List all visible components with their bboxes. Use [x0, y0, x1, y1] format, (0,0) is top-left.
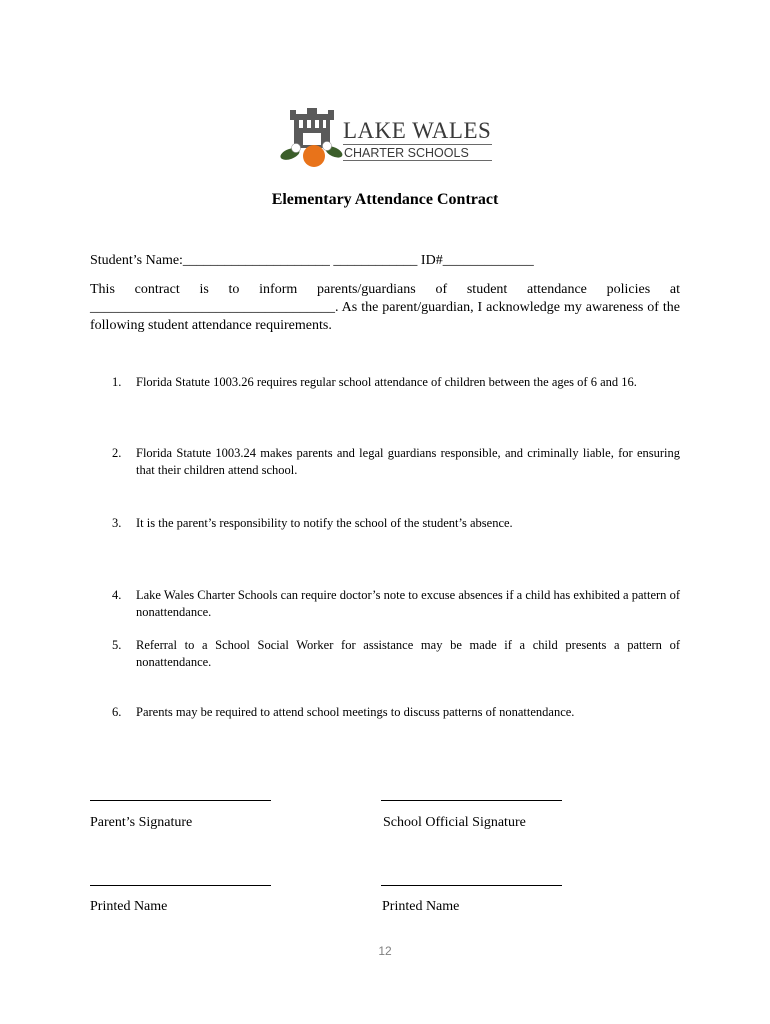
page-title: Elementary Attendance Contract [271, 191, 499, 208]
official-signature-line[interactable] [381, 800, 562, 801]
parent-signature-line[interactable] [90, 800, 271, 801]
list-item [112, 374, 680, 391]
list-item-number: 5. [112, 638, 122, 652]
logo-wordmark: LAKE WALES [343, 118, 492, 143]
list-item-number: 3. [112, 516, 122, 530]
official-signature-label: School Official Signature [383, 815, 526, 830]
parent-signature-label: Parent’s Signature [90, 815, 193, 830]
list-item-number: 4. [112, 588, 122, 602]
intro-paragraph: This contract is to inform parents/guardians of student attendance policies at ___________________________________. As the parent/guardian, I acknowledge my awareness of the following student attendance requirements. [90, 282, 680, 333]
list-item-number: 6. [112, 705, 122, 719]
list-item-text: It is the parent’s responsibility to notify the school of the student’s absence. [136, 516, 513, 530]
list-item [112, 704, 680, 721]
parent-printed-name-line[interactable] [90, 885, 271, 886]
official-printed-name-line[interactable] [381, 885, 562, 886]
list-item-text: Parents may be required to attend school meetings to discuss patterns of nonattendance. [136, 705, 575, 719]
student-name-id-line: Student’s Name:_____________________ ____________ ID#_____________ [90, 253, 534, 268]
list-item-text: Lake Wales Charter Schools can require doctor’s note to excuse absences if a child has exhibited a pattern of nonattendance. [136, 588, 680, 619]
parent-printed-name-label: Printed Name [90, 899, 168, 914]
list-item-text: Florida Statute 1003.26 requires regular school attendance of children between the ages of 6 and 16. [136, 375, 637, 389]
list-item [112, 445, 680, 478]
list-item-number: 1. [112, 375, 122, 389]
list-item [112, 587, 680, 620]
list-item [112, 515, 680, 532]
list-item-number: 2. [112, 446, 122, 460]
page-number: 12 [378, 944, 392, 958]
list-item [112, 637, 680, 670]
official-printed-name-label: Printed Name [382, 899, 460, 914]
list-item-text: Florida Statute 1003.24 makes parents and legal guardians responsible, and criminally liable, for ensuring that their children attend school. [136, 446, 680, 477]
list-item-text: Referral to a School Social Worker for assistance may be made if a child presents a pattern of nonattendance. [136, 638, 680, 669]
logo-subtitle: CHARTER SCHOOLS [343, 144, 492, 161]
